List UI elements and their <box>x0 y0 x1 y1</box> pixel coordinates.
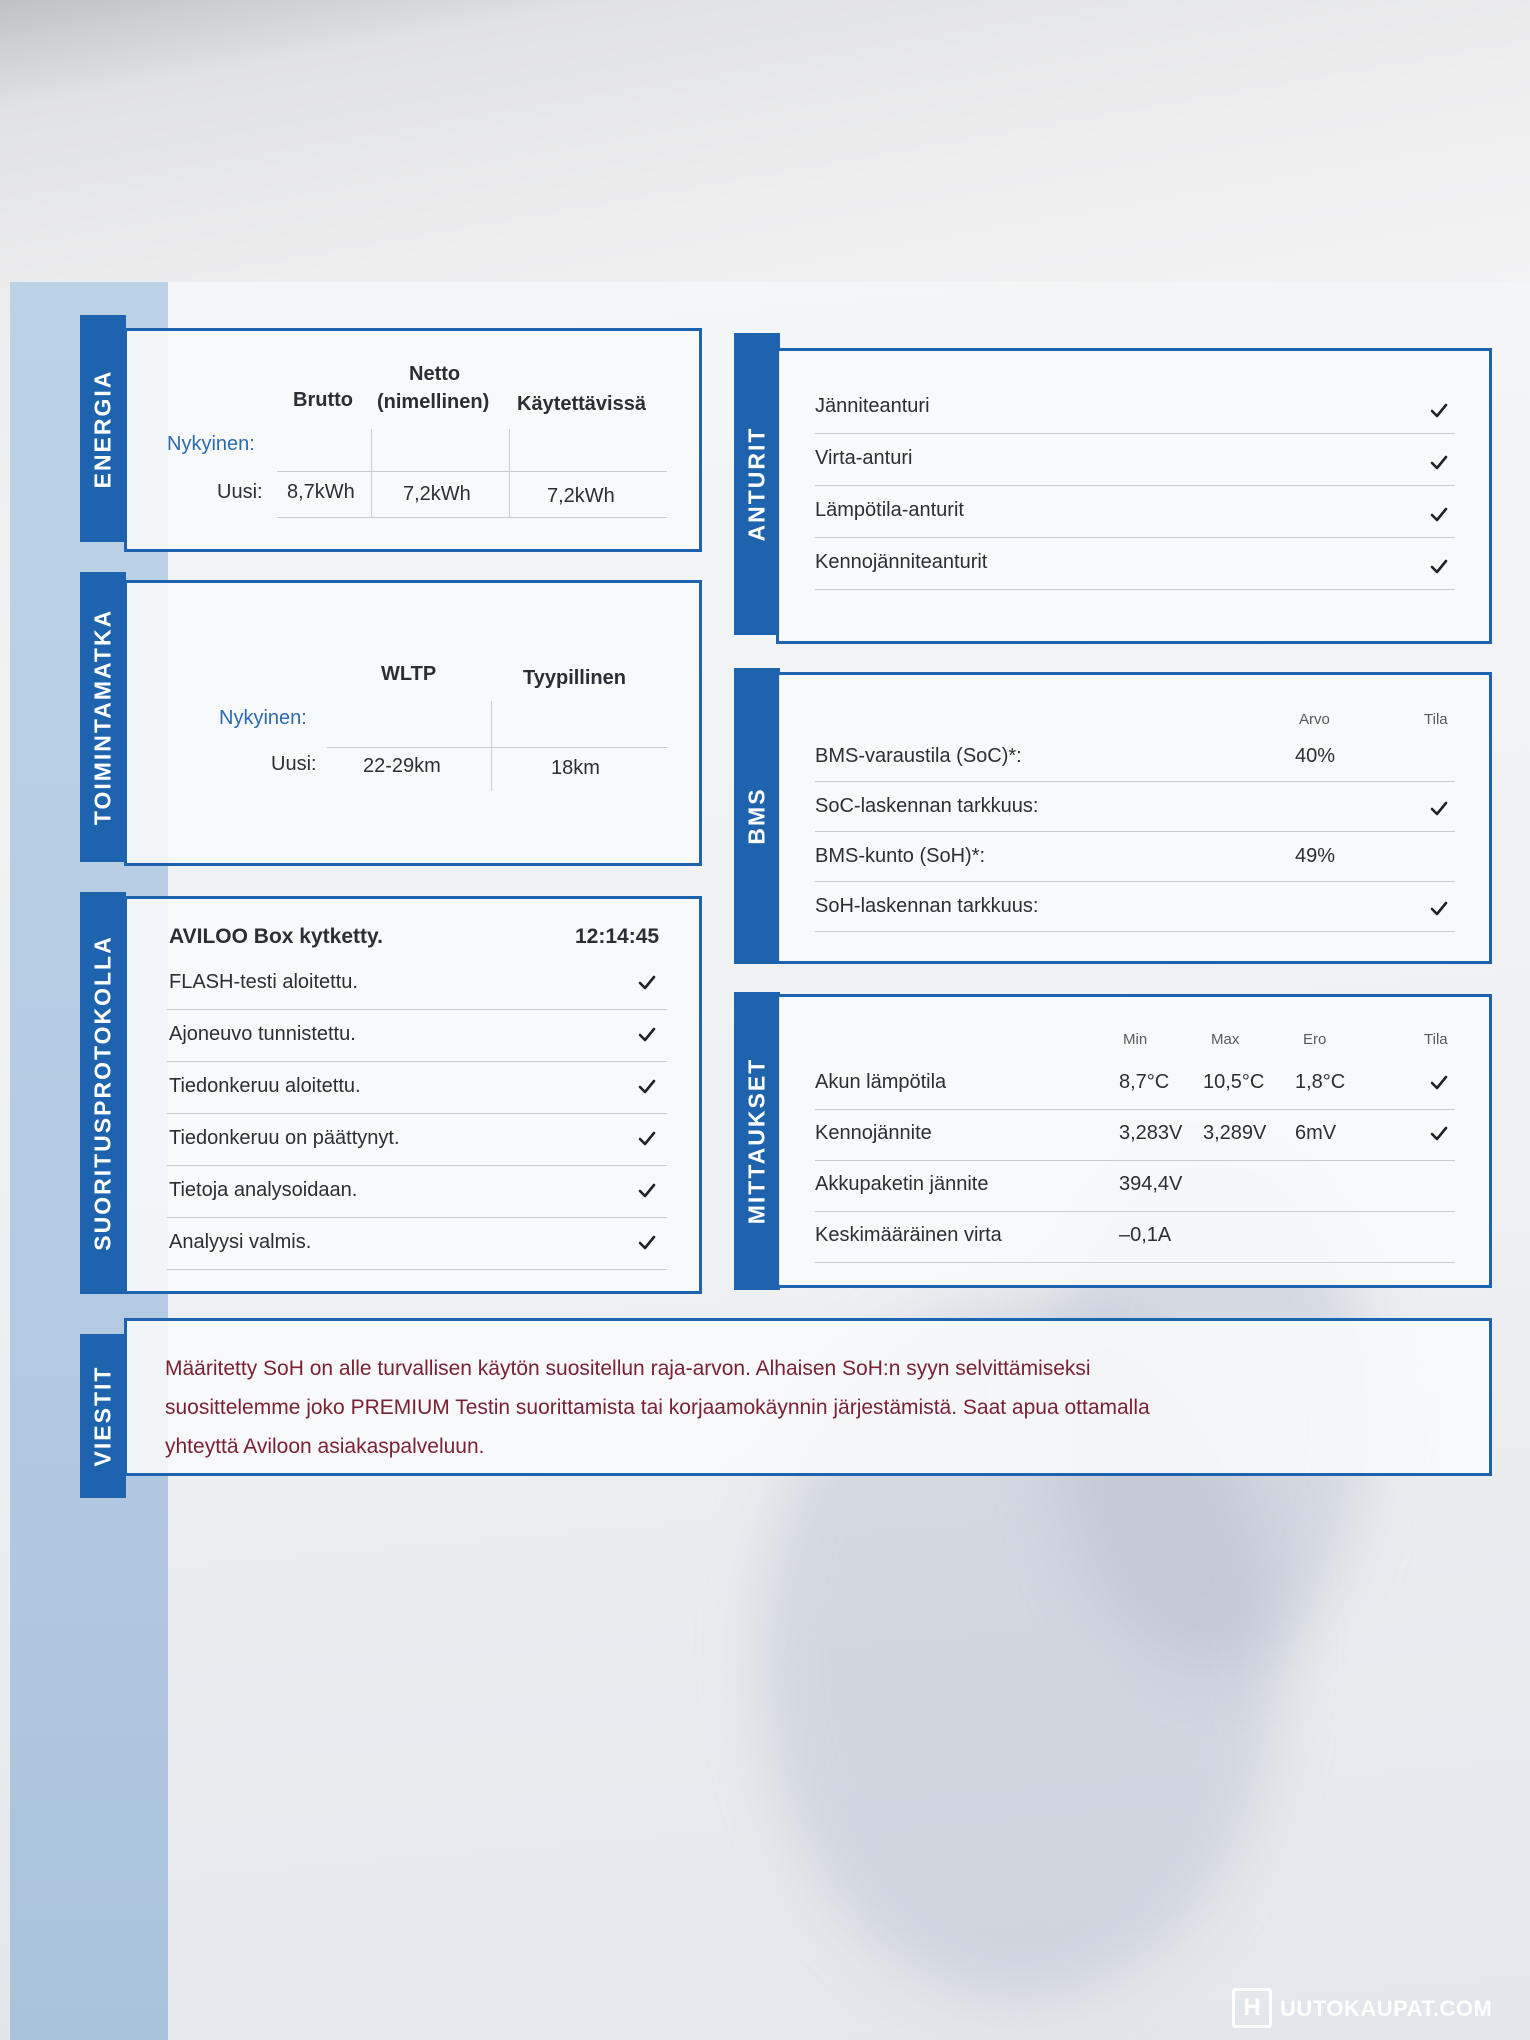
protocol-step: Tietoja analysoidaan. <box>169 1179 358 1201</box>
energia-divider <box>509 429 510 517</box>
mittaukset-tab-label: MITTAUKSET <box>743 1057 770 1225</box>
watermark <box>1232 1988 1522 2032</box>
energia-row-nykyinen: Nykyinen: <box>167 433 255 455</box>
viestit-message <box>165 1349 1150 1466</box>
toimintamatka-col-wltp: WLTP <box>381 663 437 685</box>
energia-divider <box>371 429 372 517</box>
energia-uusi-kaytettavissa: 7,2kWh <box>547 485 615 507</box>
row-divider <box>815 931 1455 932</box>
check-icon <box>637 1129 657 1149</box>
mittaukset-row-max: 10,5°C <box>1203 1071 1265 1093</box>
check-icon <box>637 1233 657 1253</box>
suoritusprotokolla-tab-label: SUORITUSPROTOKOLLA <box>89 935 116 1251</box>
bms-col-arvo: Arvo <box>1299 711 1330 728</box>
check-icon <box>1429 557 1449 577</box>
bms-row-label: BMS-varaustila (SoC)*: <box>815 745 1022 767</box>
toimintamatka-rowline <box>327 747 667 748</box>
energia-uusi-netto: 7,2kWh <box>403 483 471 505</box>
row-divider <box>815 537 1455 538</box>
toimintamatka-uusi-typpillinen: 18km <box>551 757 600 779</box>
check-icon <box>637 973 657 993</box>
anturit-tab <box>734 333 780 635</box>
mittaukset-row-label: Kennojännite <box>815 1122 932 1144</box>
viestit-card <box>124 1318 1492 1476</box>
protocol-step: FLASH-testi aloitettu. <box>169 971 358 993</box>
toimintamatka-card <box>124 580 702 866</box>
mittaukset-col-min: Min <box>1123 1031 1148 1048</box>
check-icon <box>637 1077 657 1097</box>
background-paper-top <box>0 0 1530 290</box>
row-divider <box>167 1165 667 1166</box>
row-divider <box>815 1109 1455 1110</box>
energia-col-netto-2: (nimellinen) <box>377 391 490 413</box>
mittaukset-row-max: 3,289V <box>1203 1122 1267 1144</box>
viestit-line-3: yhteyttä Aviloon asiakaspalveluun. <box>165 1435 485 1458</box>
check-icon <box>637 1181 657 1201</box>
row-divider <box>167 1009 667 1010</box>
mittaukset-row-label: Keskimääräinen virta <box>815 1224 1002 1246</box>
mittaukset-card <box>776 994 1492 1288</box>
mittaukset-col-ero: Ero <box>1303 1031 1327 1048</box>
anturit-tab-label: ANTURIT <box>743 426 770 542</box>
check-icon <box>1429 453 1449 473</box>
mittaukset-row-min: 8,7°C <box>1119 1071 1170 1093</box>
protocol-header-label: AVILOO Box kytketty. <box>169 925 383 948</box>
row-divider <box>815 781 1455 782</box>
viestit-line-1: Määritetty SoH on alle turvallisen käytön suositellun raja-arvon. Alhaisen SoH:n syyn selvittämiseksi <box>165 1357 1091 1380</box>
mittaukset-row-label: Akun lämpötila <box>815 1071 947 1093</box>
toimintamatka-tab-label: TOIMINTAMATKA <box>89 608 116 826</box>
mittaukset-row-ero: 6mV <box>1295 1122 1337 1144</box>
bms-row-label: BMS-kunto (SoH)*: <box>815 845 986 867</box>
anturit-item: Virta-anturi <box>815 447 913 469</box>
energia-col-kaytettavissa: Käytettävissä <box>517 393 646 415</box>
energia-col-netto-1: Netto <box>409 363 461 385</box>
watermark-logo: H <box>1232 1988 1272 2028</box>
mittaukset-row-min: 394,4V <box>1119 1173 1183 1195</box>
row-divider <box>815 589 1455 590</box>
bms-row-label: SoH-laskennan tarkkuus: <box>815 895 1039 917</box>
energia-col-brutto: Brutto <box>293 389 353 411</box>
check-icon <box>1429 401 1449 421</box>
anturit-card <box>776 348 1492 644</box>
viestit-tab-label: VIESTIT <box>89 1365 116 1467</box>
viestit-line-2: suosittelemme joko PREMIUM Testin suorittamista tai korjaamokäynnin järjestämistä. Saat apua ottamalla <box>165 1396 1150 1419</box>
bms-col-tila: Tila <box>1424 711 1448 728</box>
mittaukset-row-min: –0,1A <box>1119 1224 1172 1246</box>
row-divider <box>815 433 1455 434</box>
anturit-item: Jänniteanturi <box>815 395 930 417</box>
row-divider <box>815 831 1455 832</box>
mittaukset-tab <box>734 992 780 1290</box>
protocol-step: Ajoneuvo tunnistettu. <box>169 1023 356 1045</box>
bms-row-label: SoC-laskennan tarkkuus: <box>815 795 1039 817</box>
bms-tab <box>734 668 780 964</box>
check-icon <box>1429 799 1449 819</box>
energia-card <box>124 328 702 552</box>
toimintamatka-tab <box>80 572 126 862</box>
row-divider <box>167 1113 667 1114</box>
mittaukset-col-tila: Tila <box>1424 1031 1448 1048</box>
check-icon <box>1429 505 1449 525</box>
watermark-text: UUTOKAUPAT.COM <box>1280 1996 1493 2021</box>
row-divider <box>815 1262 1455 1263</box>
toimintamatka-col-typpillinen: Tyypillinen <box>523 667 626 689</box>
mittaukset-col-max: Max <box>1211 1031 1240 1048</box>
bms-card <box>776 672 1492 964</box>
energia-tab <box>80 315 126 542</box>
mittaukset-row-label: Akkupaketin jännite <box>815 1173 989 1195</box>
check-icon <box>1429 1073 1449 1093</box>
anturit-item: Kennojänniteanturit <box>815 551 988 573</box>
row-divider <box>167 1061 667 1062</box>
anturit-item: Lämpötila-anturit <box>815 499 964 521</box>
suoritusprotokolla-card <box>124 896 702 1294</box>
bms-tab-label: BMS <box>743 787 770 845</box>
toimintamatka-divider <box>491 701 492 791</box>
bms-row-value: 49% <box>1295 845 1336 867</box>
bms-row-value: 40% <box>1295 745 1336 767</box>
protocol-step: Tiedonkeruu on päättynyt. <box>169 1127 400 1149</box>
row-divider <box>815 485 1455 486</box>
energia-rowline <box>277 471 667 472</box>
viestit-tab <box>80 1334 126 1498</box>
check-icon <box>1429 899 1449 919</box>
energia-uusi-brutto: 8,7kWh <box>287 481 355 503</box>
toimintamatka-uusi-wltp: 22-29km <box>363 755 441 777</box>
energia-tab-label: ENERGIA <box>89 369 116 488</box>
row-divider <box>815 1211 1455 1212</box>
protocol-step: Tiedonkeruu aloitettu. <box>169 1075 361 1097</box>
check-icon <box>1429 1124 1449 1144</box>
energia-rowline <box>277 517 667 518</box>
check-icon <box>637 1025 657 1045</box>
row-divider <box>815 1160 1455 1161</box>
toimintamatka-row-uusi: Uusi: <box>271 753 317 775</box>
toimintamatka-row-nykyinen: Nykyinen: <box>219 707 307 729</box>
mittaukset-row-ero: 1,8°C <box>1295 1071 1346 1093</box>
energia-row-uusi: Uusi: <box>217 481 263 503</box>
suoritusprotokolla-tab <box>80 892 126 1294</box>
protocol-header-time: 12:14:45 <box>575 925 660 948</box>
row-divider <box>815 881 1455 882</box>
protocol-step: Analyysi valmis. <box>169 1231 312 1253</box>
row-divider <box>167 1217 667 1218</box>
row-divider <box>167 1269 667 1270</box>
mittaukset-row-min: 3,283V <box>1119 1122 1183 1144</box>
